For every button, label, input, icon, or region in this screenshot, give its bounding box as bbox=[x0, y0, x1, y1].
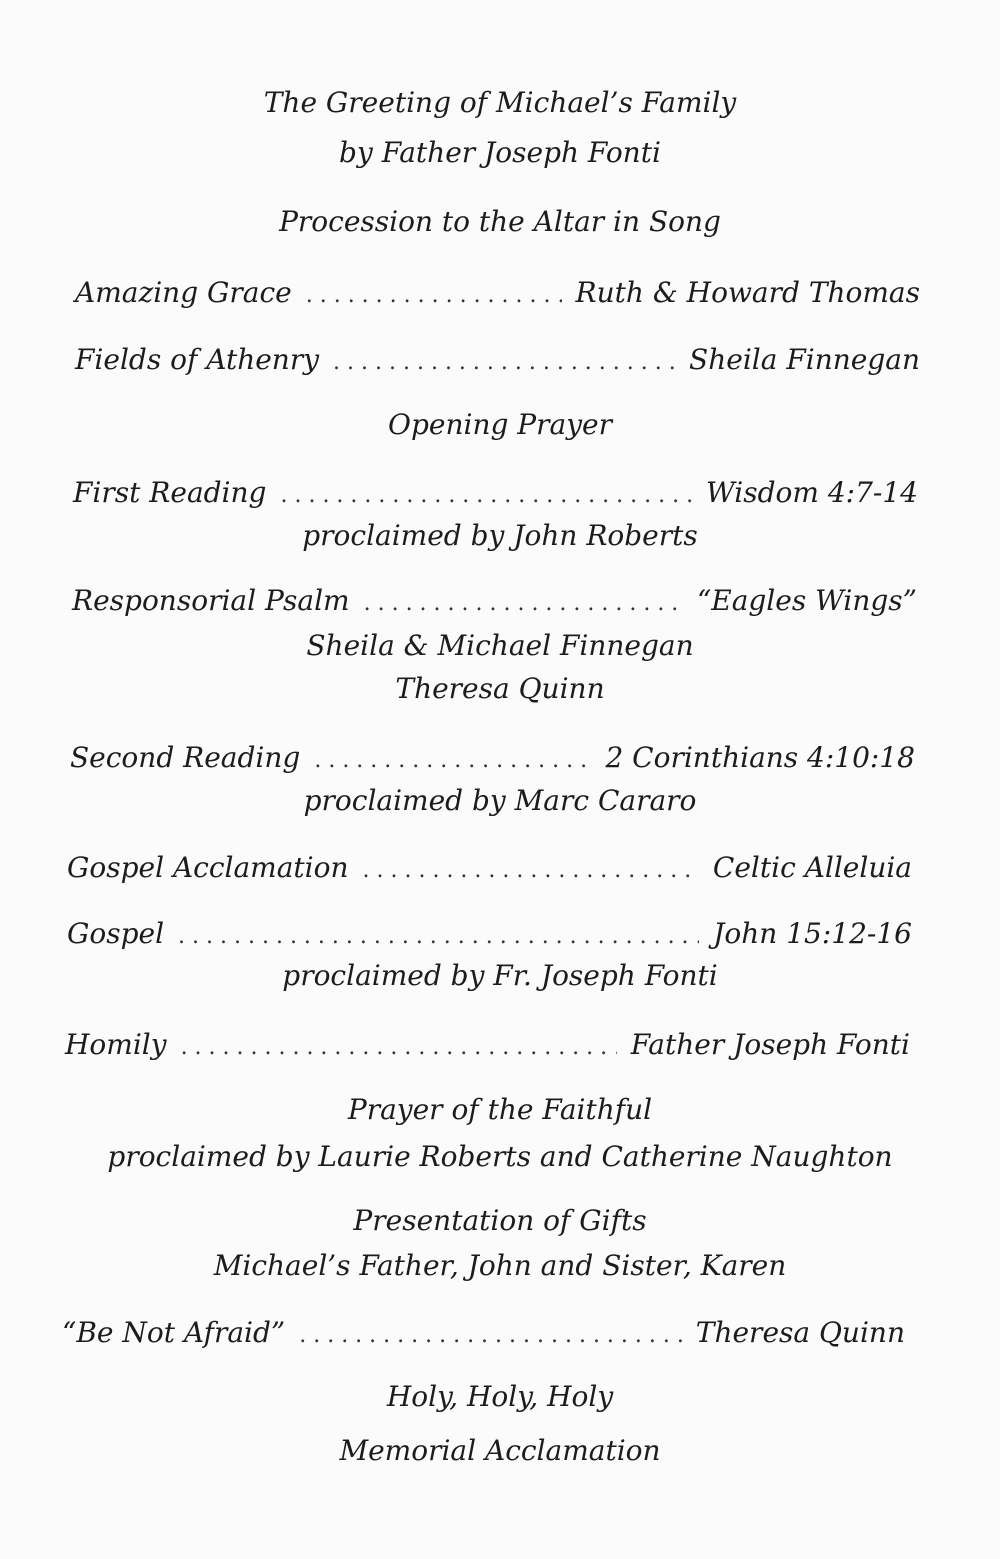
row-title: Amazing Grace bbox=[75, 276, 292, 309]
row-reference: 2 Corinthians 4:10:18 bbox=[605, 741, 915, 774]
program-row-first-reading bbox=[73, 473, 918, 516]
row-title: Fields of Athenry bbox=[75, 343, 320, 376]
memorial-acclamation: Memorial Acclamation bbox=[339, 1434, 661, 1467]
prayer-of-faithful-readers: proclaimed by Laurie Roberts and Catherine Naughton bbox=[107, 1140, 893, 1173]
greeting-title: The Greeting of Michael’s Family bbox=[263, 86, 737, 119]
leader-dots bbox=[181, 1028, 617, 1068]
gospel-reader: proclaimed by Fr. Joseph Fonti bbox=[282, 959, 718, 992]
row-performer: Ruth & Howard Thomas bbox=[575, 276, 920, 309]
program-row-homily bbox=[65, 1025, 910, 1068]
row-reference: Celtic Alleluia bbox=[712, 851, 912, 884]
leader-dots bbox=[363, 851, 699, 891]
leader-dots bbox=[364, 584, 683, 624]
row-performer: Father Joseph Fonti bbox=[630, 1028, 910, 1061]
row-performer: Sheila Finnegan bbox=[689, 343, 920, 376]
program-row-responsorial-psalm bbox=[72, 581, 917, 624]
row-title: First Reading bbox=[73, 476, 267, 509]
psalm-singers-1: Sheila & Michael Finnegan bbox=[306, 629, 694, 662]
program-row-fields-of-athenry bbox=[75, 340, 920, 383]
second-reading-reader: proclaimed by Marc Cararo bbox=[303, 784, 697, 817]
presentation-of-gifts-presenters: Michael’s Father, John and Sister, Karen bbox=[213, 1249, 787, 1282]
program-row-amazing-grace bbox=[75, 273, 920, 316]
row-reference: “Eagles Wings” bbox=[696, 584, 917, 617]
greeting-officiant: by Father Joseph Fonti bbox=[339, 136, 661, 169]
procession-heading: Procession to the Altar in Song bbox=[279, 205, 721, 238]
row-title: Gospel bbox=[67, 917, 165, 950]
leader-dots bbox=[299, 1316, 682, 1356]
leader-dots bbox=[314, 741, 591, 781]
row-title: Homily bbox=[65, 1028, 167, 1061]
leader-dots bbox=[333, 343, 675, 383]
first-reading-reader: proclaimed by John Roberts bbox=[302, 519, 698, 552]
row-title: “Be Not Afraid” bbox=[62, 1316, 286, 1349]
leader-dots bbox=[306, 276, 562, 316]
leader-dots bbox=[178, 917, 699, 957]
program-row-gospel-acclamation bbox=[67, 848, 912, 891]
prayer-of-faithful-title: Prayer of the Faithful bbox=[347, 1093, 653, 1126]
leader-dots bbox=[280, 476, 692, 516]
row-title: Gospel Acclamation bbox=[67, 851, 349, 884]
program-row-gospel bbox=[67, 914, 912, 957]
program-row-be-not-afraid bbox=[62, 1313, 905, 1356]
row-title: Second Reading bbox=[70, 741, 301, 774]
row-reference: John 15:12-16 bbox=[713, 917, 912, 950]
row-reference: Wisdom 4:7-14 bbox=[706, 476, 918, 509]
presentation-of-gifts-title: Presentation of Gifts bbox=[353, 1204, 647, 1237]
row-performer: Theresa Quinn bbox=[695, 1316, 905, 1349]
program-row-second-reading bbox=[70, 738, 915, 781]
psalm-singers-2: Theresa Quinn bbox=[395, 672, 605, 705]
opening-prayer: Opening Prayer bbox=[388, 408, 612, 441]
holy-holy-holy: Holy, Holy, Holy bbox=[386, 1380, 614, 1413]
row-title: Responsorial Psalm bbox=[72, 584, 350, 617]
